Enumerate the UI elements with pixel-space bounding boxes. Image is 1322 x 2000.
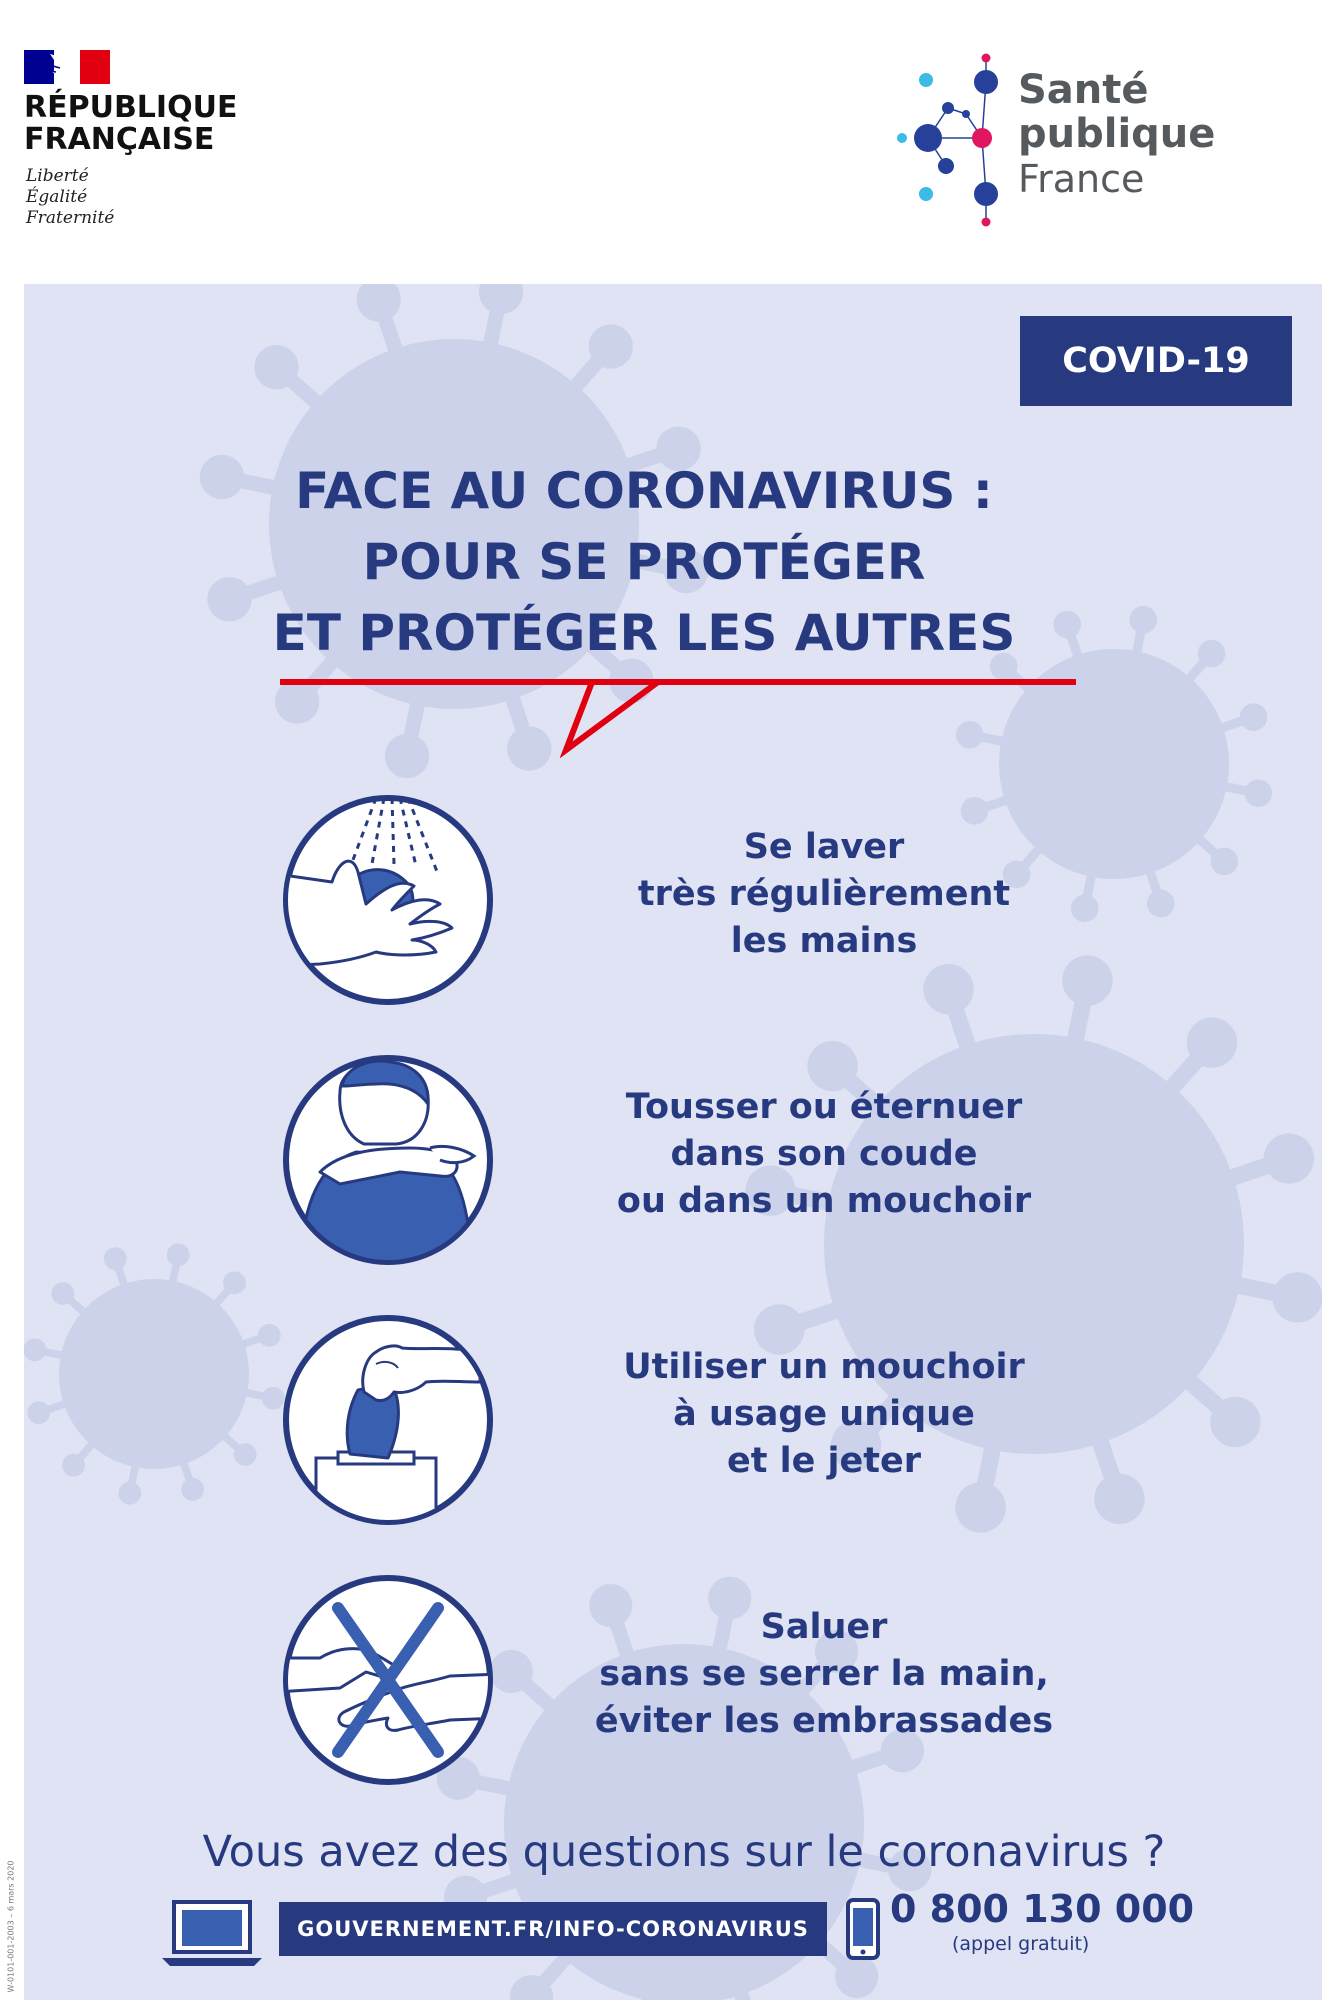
step-text-no-handshake: Saluer sans se serrer la main, éviter les embrassades xyxy=(594,1607,1054,1741)
cough-elbow-icon xyxy=(280,1052,496,1268)
step-text-wash-hands: Se laver très régulièrement les mains xyxy=(637,827,1011,961)
step-text-cough-elbow: Tousser ou éternuer dans son coude ou dans un mouchoir xyxy=(616,1087,1032,1221)
sante-publique-wordmark xyxy=(1018,68,1215,202)
phone-note: (appel gratuit) xyxy=(952,1933,1090,1955)
reference-code xyxy=(4,1830,18,1998)
no-handshake-icon xyxy=(280,1572,496,1788)
tissue-bin-icon xyxy=(280,1312,496,1528)
sante-publique-france-logo xyxy=(890,48,1230,238)
marianne-flag-icon xyxy=(24,50,110,84)
info-url-link[interactable]: GOUVERNEMENT.FR/INFO-CORONAVIRUS xyxy=(279,1902,827,1956)
poster-title: FACE AU CORONAVIRUS : POUR SE PROTÉGER ET PROTÉGER LES AUTRES xyxy=(272,462,1016,662)
phone-number[interactable]: 0 800 130 000 xyxy=(890,1887,1195,1931)
sante-publique-network-icon xyxy=(890,48,1020,234)
footer-question: Vous avez des questions sur le coronavirus ? xyxy=(202,1827,1166,1877)
laptop-icon xyxy=(160,1900,264,1970)
sante-label: Santé xyxy=(1018,67,1149,113)
publique-label: publique xyxy=(1018,111,1216,157)
step-text-single-use-tissue: Utiliser un mouchoir à usage unique et le jeter xyxy=(623,1347,1025,1481)
poster-panel xyxy=(24,284,1322,2000)
france-label: France xyxy=(1018,157,1145,201)
smartphone-icon xyxy=(846,1898,880,1960)
covid-badge: COVID-19 xyxy=(1020,316,1292,406)
header xyxy=(0,0,1322,284)
republique-motto: Liberté Égalité Fraternité xyxy=(26,166,115,228)
reference-code-text: W-0101-001-2003 – 6 mars 2020 xyxy=(6,1860,16,1993)
speech-bubble-underline xyxy=(280,678,1076,758)
hand-washing-icon xyxy=(280,792,496,1008)
republique-francaise-name: RÉPUBLIQUE FRANÇAISE xyxy=(24,90,238,157)
virus-particle-icon xyxy=(24,1243,285,1504)
